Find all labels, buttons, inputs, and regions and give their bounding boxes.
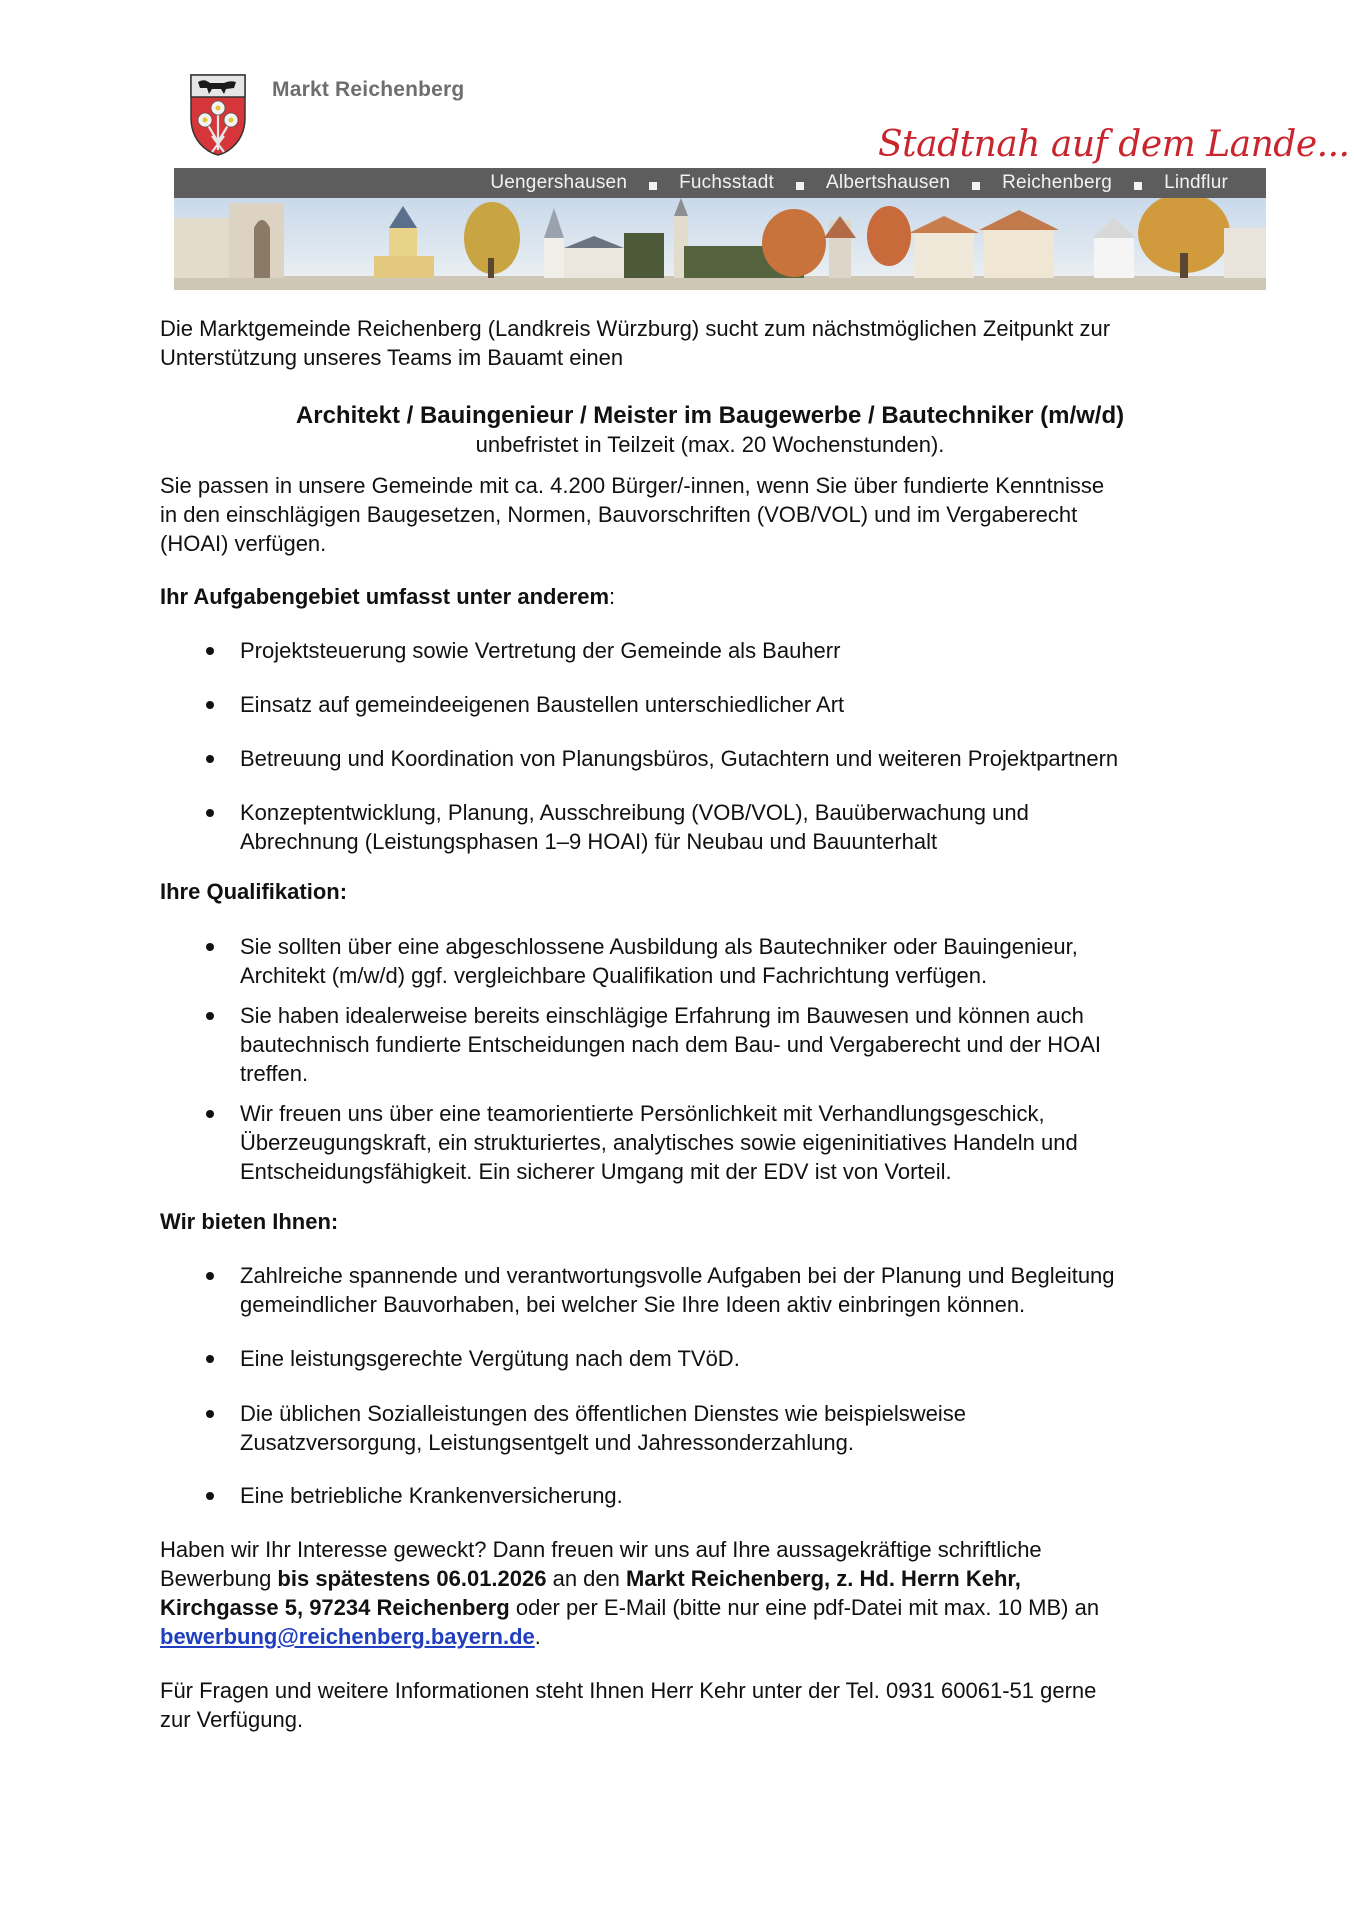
offer-list <box>160 1261 1270 1319</box>
tasks-list <box>160 690 1270 719</box>
application-line <box>160 1593 1260 1622</box>
intro-paragraph <box>160 314 1260 372</box>
offer-list <box>160 1399 1270 1457</box>
bullet-icon <box>206 755 214 763</box>
deadline: bis spätestens 06.01.2026 <box>277 1566 547 1591</box>
square-separator-icon <box>649 182 657 190</box>
heading-colon: : <box>609 584 616 609</box>
bullet-icon <box>206 1410 214 1418</box>
list-item-text: Konzeptentwicklung, Planung, Ausschreibung (VOB/VOL), Bauüberwachung und <box>240 800 1029 825</box>
application-line <box>160 1622 1260 1651</box>
intro-line: Unterstützung unseres Teams im Bauamt einen <box>160 345 624 370</box>
list-item <box>160 1344 1270 1373</box>
list-item-text: Betreuung und Koordination von Planungsbüros, Gutachtern und weiteren Projektpartnern <box>240 746 1119 771</box>
text-span: . <box>534 1624 541 1649</box>
bullet-icon <box>206 647 214 655</box>
tasks-list <box>160 636 1270 665</box>
qualification-list <box>160 932 1270 990</box>
qualification-list <box>160 1099 1270 1186</box>
application-line <box>160 1564 1260 1593</box>
qualification-list <box>160 1001 1270 1088</box>
qualification-heading: Ihre Qualifikation: <box>160 879 348 904</box>
contact-line: Für Fragen und weitere Informationen steht Ihnen Herr Kehr unter der Tel. 0931 60061-51 gerne <box>160 1678 1097 1703</box>
village-photo-collage <box>174 198 1266 290</box>
tasks-heading-text: Ihr Aufgabengebiet umfasst unter anderem <box>160 584 610 609</box>
recipient: Markt Reichenberg, z. Hd. Herrn Kehr, <box>626 1566 1021 1591</box>
list-item <box>160 744 1270 773</box>
list-item-text: bautechnisch fundierte Entscheidungen nach dem Bau- und Vergaberecht und der HOAI <box>240 1032 1102 1057</box>
list-item-text: Sie sollten über eine abgeschlossene Ausbildung als Bautechniker oder Bauingenieur, <box>240 934 1078 959</box>
offer-list <box>160 1481 1270 1510</box>
bullet-icon <box>206 1272 214 1280</box>
list-item-text: treffen. <box>240 1061 309 1086</box>
list-item <box>160 1261 1270 1319</box>
list-item <box>160 690 1270 719</box>
job-title: Architekt / Bauingenieur / Meister im Baugewerbe / Bautechniker (m/w/d) <box>295 402 1125 429</box>
text-span: oder per E-Mail (bitte nur eine pdf-Datei mit max. 10 MB) an <box>509 1595 1100 1620</box>
list-item-text: gemeindlicher Bauvorhaben, bei welcher Sie Ihre Ideen aktiv einbringen können. <box>240 1292 1026 1317</box>
list-item-text: Überzeugungskraft, ein strukturiertes, analytisches sowie eigeninitiatives Handeln und <box>240 1130 1078 1155</box>
bullet-icon <box>206 1492 214 1500</box>
description-line: Sie passen in unsere Gemeinde mit ca. 4.200 Bürger/-innen, wenn Sie über fundierte Kenntnisse <box>160 473 1105 498</box>
tasks-list <box>160 798 1270 856</box>
nav-item-fuchsstadt: Fuchsstadt <box>679 172 775 193</box>
list-item-text: Projektsteuerung sowie Vertretung der Gemeinde als Bauherr <box>240 638 841 663</box>
address: Kirchgasse 5, 97234 Reichenberg <box>160 1595 510 1620</box>
intro-line: Die Marktgemeinde Reichenberg (Landkreis Würzburg) sucht zum nächstmöglichen Zeitpunkt zur <box>160 316 1111 341</box>
tasks-heading <box>160 582 1260 611</box>
description-line: (HOAI) verfügen. <box>160 531 327 556</box>
list-item-text: Einsatz auf gemeindeeigenen Baustellen unterschiedlicher Art <box>240 692 845 717</box>
text-span: Bewerbung <box>160 1566 278 1591</box>
job-subtitle: unbefristet in Teilzeit (max. 20 Wochenstunden). <box>475 432 945 457</box>
list-item-text: Zahlreiche spannende und verantwortungsvolle Aufgaben bei der Planung und Begleitung <box>240 1263 1115 1288</box>
description-line: in den einschlägigen Baugesetzen, Normen, Bauvorschriften (VOB/VOL) und im Vergaberecht <box>160 502 1078 527</box>
list-item <box>160 1481 1270 1510</box>
list-item <box>160 1399 1270 1457</box>
coat-of-arms-icon <box>190 74 246 156</box>
list-item-text: Abrechnung (Leistungsphasen 1–9 HOAI) für Neubau und Bauunterhalt <box>240 829 938 854</box>
square-separator-icon <box>796 182 804 190</box>
village-nav-bar <box>174 168 1266 198</box>
text-span: an den <box>546 1566 626 1591</box>
offer-heading: Wir bieten Ihnen: <box>160 1209 339 1234</box>
description-paragraph <box>160 471 1260 558</box>
nav-item-albertshausen: Albertshausen <box>826 172 951 193</box>
bullet-icon <box>206 1012 214 1020</box>
offer-list <box>160 1344 1270 1373</box>
list-item-text: Eine betriebliche Krankenversicherung. <box>240 1483 623 1508</box>
list-item-text: Zusatzversorgung, Leistungsentgelt und Jahressonderzahlung. <box>240 1430 854 1455</box>
nav-item-reichenberg: Reichenberg <box>1002 172 1113 193</box>
application-line: Haben wir Ihr Interesse geweckt? Dann freuen wir uns auf Ihre aussagekräftige schriftliche <box>160 1537 1042 1562</box>
bullet-icon <box>206 701 214 709</box>
list-item-text: Architekt (m/w/d) ggf. vergleichbare Qualifikation und Fachrichtung verfügen. <box>240 963 988 988</box>
nav-item-uengershausen: Uengershausen <box>490 172 628 193</box>
list-item <box>160 1099 1270 1186</box>
square-separator-icon <box>972 182 980 190</box>
list-item-text: Sie haben idealerweise bereits einschlägige Erfahrung im Bauwesen und können auch <box>240 1003 1084 1028</box>
bullet-icon <box>206 1110 214 1118</box>
list-item <box>160 636 1270 665</box>
bullet-icon <box>206 809 214 817</box>
list-item-text: Wir freuen uns über eine teamorientierte Persönlichkeit mit Verhandlungsgeschick, <box>240 1101 1045 1126</box>
list-item <box>160 798 1270 856</box>
tagline: Stadtnah auf dem Lande... <box>878 124 1350 165</box>
brand-name: Markt Reichenberg <box>272 78 465 101</box>
list-item <box>160 932 1270 990</box>
list-item-text: Eine leistungsgerechte Vergütung nach dem TVöD. <box>240 1346 740 1371</box>
tasks-list <box>160 744 1270 773</box>
nav-item-lindflur: Lindflur <box>1164 172 1228 193</box>
email-link[interactable]: bewerbung@reichenberg.bayern.de <box>160 1624 535 1649</box>
contact-line: zur Verfügung. <box>160 1707 304 1732</box>
square-separator-icon <box>1134 182 1142 190</box>
list-item-text: Die üblichen Sozialleistungen des öffentlichen Dienstes wie beispielsweise <box>240 1401 967 1426</box>
list-item <box>160 1001 1270 1088</box>
bullet-icon <box>206 943 214 951</box>
list-item-text: Entscheidungsfähigkeit. Ein sicherer Umgang mit der EDV ist von Vorteil. <box>240 1159 952 1184</box>
bullet-icon <box>206 1355 214 1363</box>
application-paragraph <box>160 1535 1260 1651</box>
contact-paragraph <box>160 1676 1260 1734</box>
